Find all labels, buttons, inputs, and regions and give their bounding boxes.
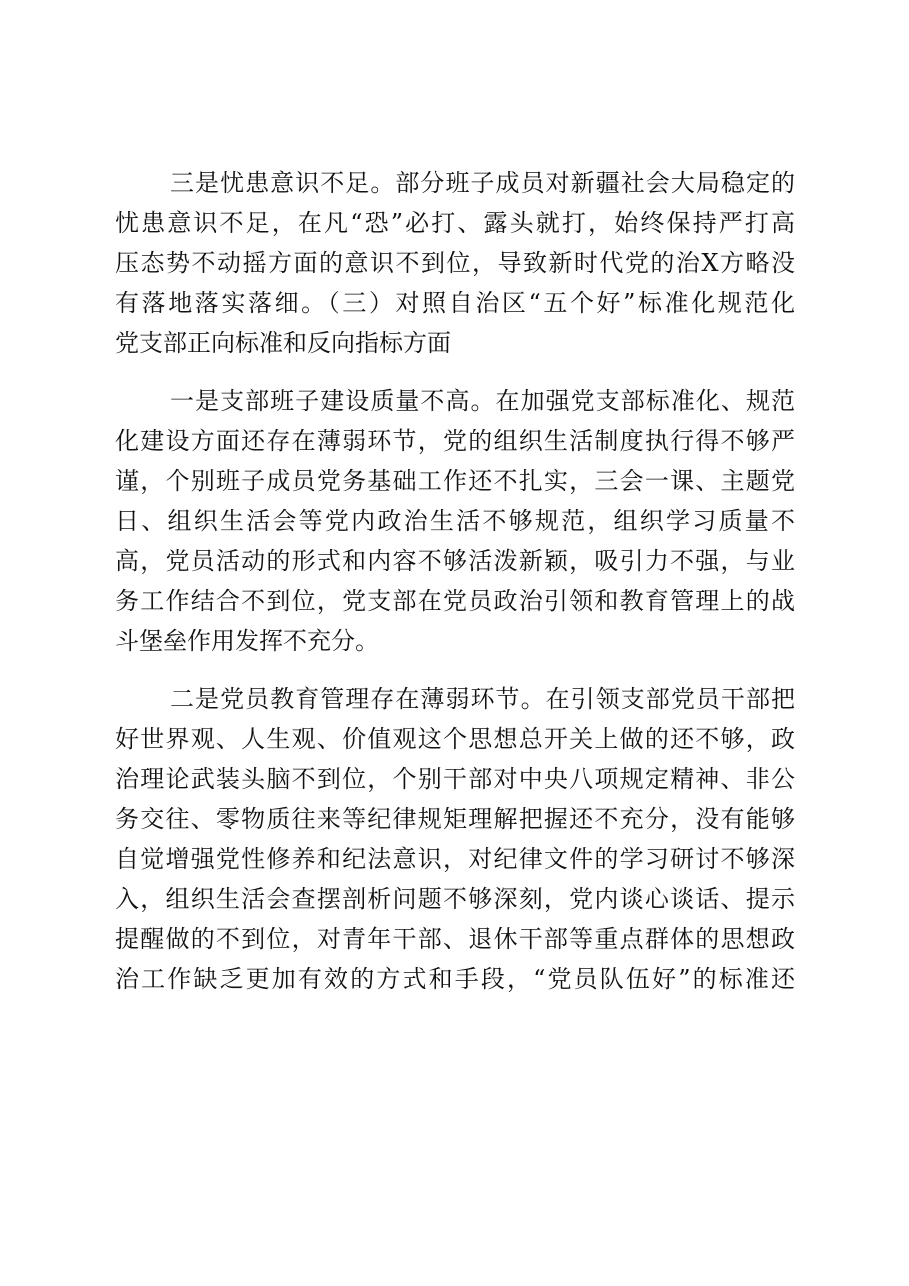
paragraph-1-line-2: 忧患意识不足，在凡“恐”必打、露头就打，始终保持严打高 — [115, 209, 795, 237]
paragraph-3-line-4: 务交往、零物质往来等纪律规矩理解把握还不充分，没有能够 — [115, 805, 795, 833]
paragraph-3-line-1: 二是党员教育管理存在薄弱环节。在引领支部党员干部把 — [170, 685, 795, 713]
paragraph-1-line-5: 党支部正向标准和反向指标方面 — [115, 329, 451, 357]
paragraph-2-line-3: 谨，个别班子成员党务基础工作还不扎实，三会一课、主题党 — [115, 467, 795, 495]
paragraph-2-line-1: 一是支部班子建设质量不高。在加强党支部标准化、规范 — [170, 387, 795, 415]
paragraph-2-line-7: 斗堡垒作用发挥不充分。 — [115, 627, 379, 655]
paragraph-2-line-2: 化建设方面还存在薄弱环节，党的组织生活制度执行得不够严 — [115, 427, 795, 455]
paragraph-2-line-4: 日、组织生活会等党内政治生活不够规范，组织学习质量不 — [115, 507, 795, 535]
paragraph-1-line-4: 有落地落实落细。（三）对照自治区“五个好”标准化规范化 — [115, 289, 795, 317]
paragraph-1-line-1: 三是忧患意识不足。部分班子成员对新疆社会大局稳定的 — [170, 169, 795, 197]
paragraph-3-line-6: 入，组织生活会查摆剖析问题不够深刻，党内谈心谈话、提示 — [115, 885, 795, 913]
paragraph-1-line-3: 压态势不动摇方面的意识不到位，导致新时代党的治X方略没 — [115, 249, 795, 277]
paragraph-3-line-2: 好世界观、人生观、价值观这个思想总开关上做的还不够，政 — [115, 725, 795, 753]
paragraph-3-line-5: 自觉增强党性修养和纪法意识，对纪律文件的学习研讨不够深 — [115, 845, 795, 873]
paragraph-3-line-8: 治工作缺乏更加有效的方式和手段，“党员队伍好”的标准还 — [115, 965, 795, 993]
paragraph-2-line-5: 高，党员活动的形式和内容不够活泼新颖，吸引力不强，与业 — [115, 547, 795, 575]
paragraph-3-line-7: 提醒做的不到位，对青年干部、退休干部等重点群体的思想政 — [115, 925, 795, 953]
paragraph-3-line-3: 治理论武装头脑不到位，个别干部对中央八项规定精神、非公 — [115, 765, 795, 793]
paragraph-2-line-6: 务工作结合不到位，党支部在党员政治引领和教育管理上的战 — [115, 587, 795, 615]
